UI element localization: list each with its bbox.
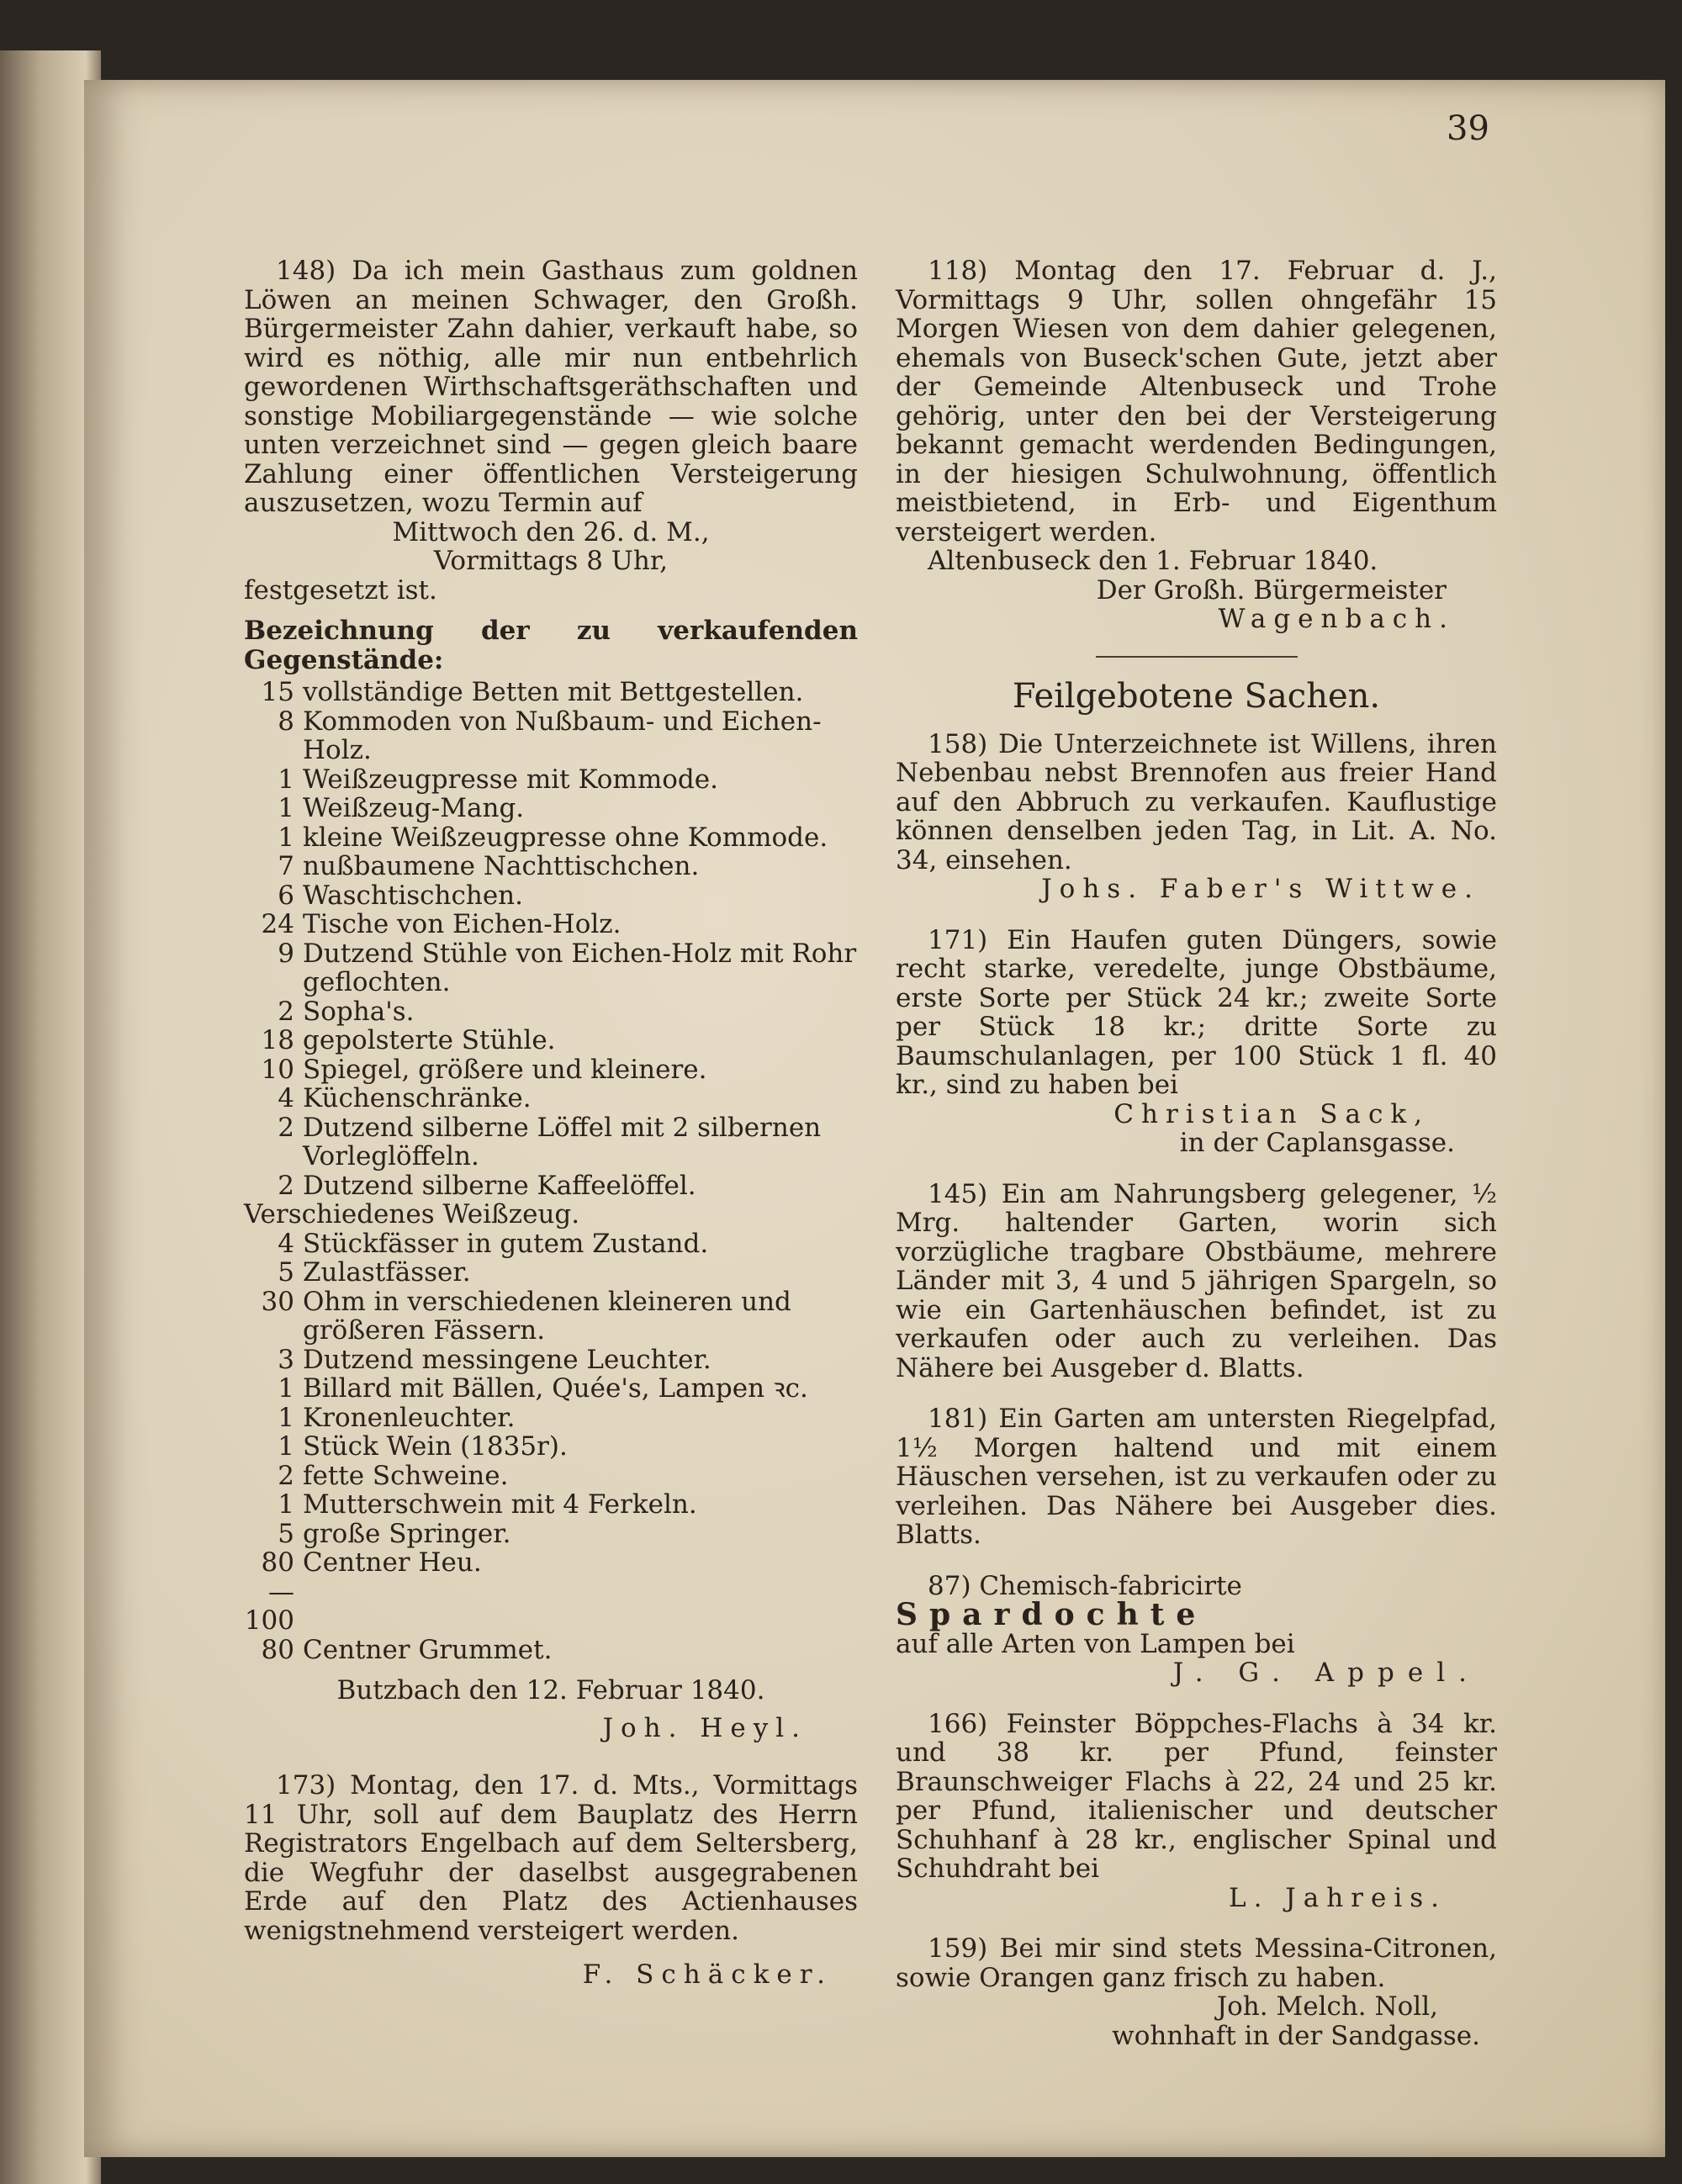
item-text: Mutterschwein mit 4 Ferkeln. [303, 1489, 697, 1520]
item-text: Centner Grummet. [303, 1634, 553, 1665]
list-item [244, 1490, 858, 1520]
ad-173-text: 173) Montag, den 17. d. Mts., Vormittags 11 Uhr, soll auf dem Bauplatz des Herrn Registrators Engelbach auf dem Seltersberg, die Wegfuhr der daselbst ausgegrabenen Erde auf den Platz des Actienhauses wenigstnehmend versteigert werden. [244, 1770, 858, 1946]
ad-87 [896, 1572, 1497, 1688]
list-item [244, 1636, 858, 1665]
item-quantity: 1 [278, 764, 294, 795]
ad-173-signature: F. Schäcker. [582, 1959, 833, 1990]
list-item [244, 1432, 858, 1462]
list-item [244, 1026, 858, 1055]
item-text: Ohm in verschiedenen kleineren und größeren Fässern. [303, 1286, 791, 1346]
ad-171-text: 171) Ein Haufen guten Düngers, sowie recht starke, veredelte, junge Obstbäume, erste Sorte per Stück 24 kr.; zweite Sorte per Stück 18 kr.; dritte Sorte zu Baumschulanlagen, per 100 Stück 1 fl. 40 kr., sind zu haben bei [896, 924, 1497, 1100]
ad-158-signature: Johs. Faber's Wittwe. [1041, 874, 1480, 904]
item-text: Verschiedenes Weißzeug. [244, 1199, 580, 1229]
item-quantity: 8 [278, 706, 294, 737]
ad-159-sig2: wohnhaft in der Sandgasse. [1112, 2020, 1480, 2051]
item-text: Weißzeugpresse mit Kommode. [303, 764, 718, 795]
list-item [244, 1113, 858, 1171]
ad-118-sig2: Wagenbach. [1218, 604, 1455, 634]
ad-159-text: 159) Bei mir sind stets Messina-Citronen, sowie Orangen ganz frisch zu haben. [896, 1933, 1497, 1993]
item-quantity: 2 [278, 1170, 294, 1201]
item-quantity: 30 [261, 1286, 294, 1317]
item-quantity: 3 [278, 1344, 294, 1375]
item-text: gepolsterte Stühle. [303, 1025, 556, 1055]
item-quantity: 4 [278, 1228, 294, 1259]
item-quantity: 2 [278, 1460, 294, 1491]
ad-148-list-heading: Bezeichnung der zu verkaufenden Gegenstände: [244, 616, 858, 675]
item-text: Dutzend Stühle von Eichen-Holz mit Rohr geflochten. [303, 938, 857, 997]
list-item [244, 910, 858, 939]
ad-171-sig2: in der Caplansgasse. [1179, 1128, 1455, 1158]
ad-171-sig1: Christian Sack, [1113, 1098, 1430, 1129]
item-quantity: 80 [261, 1634, 294, 1665]
item-text: kleine Weißzeugpresse ohne Kommode. [303, 822, 828, 853]
item-quantity: 6 [278, 880, 294, 911]
ad-181-text: 181) Ein Garten am untersten Riegelpfad, 1½ Morgen haltend und mit einem Häuschen versehen, ist zu verkaufen oder zu verleihen. Das Nähere bei Ausgeber dies. Blatts. [896, 1404, 1497, 1550]
ad-158 [896, 730, 1497, 904]
list-item [244, 852, 858, 881]
list-item [244, 1200, 858, 1229]
list-item [244, 1229, 858, 1259]
list-item [244, 997, 858, 1027]
ad-87-line2: Spardochte [896, 1597, 1208, 1632]
ad-87-line3: auf alle Arten von Lampen bei [896, 1628, 1295, 1659]
item-text: Waschtischchen. [303, 880, 523, 911]
item-quantity: 5 [278, 1257, 294, 1288]
item-quantity: 1 [278, 822, 294, 853]
ad-148-text: 148) Da ich mein Gasthaus zum goldnen Löwen an meinen Schwager, den Großh. Bürgermeister Zahn dahier, verkauft habe, so wird es nöthig, alle mir nun entbehrlich gewordenen Wirthschaftsgeräthschaften und sonstige Mobiliargegenstände — wie solche unten verzeichnet sind — gegen gleich baare Zahlung einer öffentlichen Versteigerung auszusetzen, wozu Termin auf [244, 256, 858, 518]
ad-148-fixed: festgesetzt ist. [244, 574, 437, 605]
item-text: Stückfässer in gutem Zustand. [303, 1228, 709, 1259]
item-text: große Springer. [303, 1518, 511, 1549]
section-heading: Feilgebotene Sachen. [1012, 676, 1381, 716]
item-quantity: 7 [278, 851, 294, 881]
item-quantity: 4 [278, 1083, 294, 1113]
item-text: Kommoden von Nußbaum- und Eichen-Holz. [303, 706, 822, 765]
list-item [244, 1404, 858, 1433]
ad-118-text: 118) Montag den 17. Februar d. J., Vormittags 9 Uhr, sollen ohngefähr 15 Morgen Wiesen von dem dahier gelegenen, ehemals von Buseck'schen Gute, jetzt aber der Gemeinde Altenbuseck und Trohe gehörig, unter den bei der Versteigerung bekannt gemacht werdenden Bedingungen, in der hiesigen Schulwohnung, öffentlich meistbietend, in Erb- und Eigenthum versteigert werden. [896, 256, 1497, 547]
list-item [244, 1288, 858, 1346]
ad-118-place-date: Altenbuseck den 1. Februar 1840. [928, 546, 1378, 576]
item-text: Dutzend silberne Löffel mit 2 silbernen Vorleglöffeln. [303, 1112, 822, 1171]
ad-87-signature: J. G. Appel. [1172, 1658, 1480, 1688]
list-item [244, 1055, 858, 1085]
ad-159-sig1: Joh. Melch. Noll, [1216, 1991, 1438, 2022]
item-quantity: 18 [261, 1025, 294, 1055]
items-list [244, 678, 858, 1664]
ad-173 [244, 1771, 858, 1990]
item-quantity: 2 [278, 1112, 294, 1143]
item-quantity: 1 [278, 1431, 294, 1462]
item-text: Dutzend messingene Leuchter. [303, 1344, 711, 1375]
ad-166 [896, 1710, 1497, 1913]
item-quantity: 5 [278, 1518, 294, 1549]
ad-145 [896, 1180, 1497, 1383]
ad-148-time: Vormittags 8 Uhr, [433, 546, 669, 576]
list-item [244, 678, 858, 707]
ad-148 [244, 256, 858, 1742]
item-text: fette Schweine. [303, 1460, 509, 1491]
ad-158-text: 158) Die Unterzeichnete ist Willens, ihren Nebenbau nebst Brennofen aus freier Hand auf den Abbruch zu verkaufen. Kauflustige können denselben jeden Tag, in Lit. A. No. 34, einsehen. [896, 728, 1497, 875]
ad-145-text: 145) Ein am Nahrungsberg gelegener, ½ Mrg. haltender Garten, worin sich vorzügliche tragbare Obstbäume, mehrere Länder mit 3, 4 und 5 jährigen Spargeln, so wie ein Gartenhäuschen befindet, ist zu verkaufen oder auch zu verleihen. Das Nähere bei Ausgeber d. Blatts. [896, 1178, 1497, 1383]
list-item [244, 939, 858, 997]
list-item [244, 1374, 858, 1404]
list-item [244, 1462, 858, 1491]
item-quantity: 80—100 [244, 1547, 294, 1636]
list-item [244, 881, 858, 911]
ad-118-sig1: Der Großh. Bürgermeister [1096, 574, 1447, 605]
item-text: Centner Heu. [303, 1547, 482, 1578]
ad-166-text: 166) Feinster Böppches-Flachs à 34 kr. und 38 kr. per Pfund, feinster Braunschweiger Flachs à 22, 24 und 25 kr. per Pfund, italienischer und deutscher Schuhhanf à 28 kr., englischer Spinal und Schuhdraht bei [896, 1708, 1497, 1884]
item-text: Zulastfässer. [303, 1257, 471, 1288]
item-quantity: 1 [278, 1489, 294, 1520]
ad-87-line1: 87) Chemisch-fabricirte [928, 1570, 1242, 1601]
item-quantity: 10 [261, 1054, 294, 1085]
ad-148-signature: Joh. Heyl. [602, 1712, 807, 1743]
list-item [244, 1520, 858, 1549]
item-text: Sopha's. [303, 996, 415, 1027]
list-item [244, 1171, 858, 1201]
item-quantity: 1 [278, 793, 294, 823]
list-item [244, 765, 858, 795]
list-item [244, 1084, 858, 1113]
item-text: Weißzeug-Mang. [303, 793, 525, 823]
item-text: Dutzend silberne Kaffeelöffel. [303, 1170, 696, 1201]
item-text: Spiegel, größere und kleinere. [303, 1054, 707, 1085]
ad-166-signature: L. Jahreis. [1228, 1882, 1447, 1913]
item-text: Küchenschränke. [303, 1083, 532, 1113]
ad-159 [896, 1934, 1497, 2050]
item-quantity: 9 [278, 938, 294, 969]
item-text: Kronenleuchter. [303, 1402, 516, 1433]
page-number: 39 [1447, 109, 1489, 148]
item-quantity: 15 [261, 677, 294, 707]
ad-171 [896, 926, 1497, 1158]
item-text: Tische von Eichen-Holz. [303, 909, 621, 939]
list-item [244, 1346, 858, 1375]
item-quantity: 1 [278, 1402, 294, 1433]
list-item [244, 707, 858, 765]
list-item [244, 794, 858, 823]
ad-181 [896, 1404, 1497, 1550]
section-rule [1096, 656, 1298, 658]
ad-118 [896, 256, 1497, 634]
left-column [244, 256, 858, 2012]
item-quantity: 24 [261, 909, 294, 939]
item-text: Billard mit Bällen, Quée's, Lampen ꝛc. [303, 1373, 808, 1404]
list-item [244, 1258, 858, 1288]
item-text: vollständige Betten mit Bettgestellen. [303, 677, 804, 707]
item-text: Stück Wein (1835r). [303, 1431, 568, 1462]
ad-148-date: Mittwoch den 26. d. M., [392, 516, 710, 547]
list-item [244, 823, 858, 853]
item-text: nußbaumene Nachttischchen. [303, 851, 700, 881]
item-quantity: 1 [278, 1373, 294, 1404]
ad-148-place-date: Butzbach den 12. Februar 1840. [336, 1675, 765, 1705]
item-quantity: 2 [278, 996, 294, 1027]
right-column [896, 256, 1497, 2072]
list-item [244, 1548, 858, 1636]
